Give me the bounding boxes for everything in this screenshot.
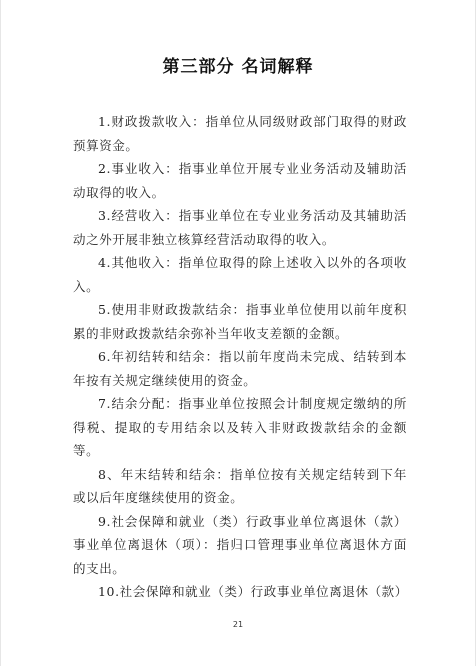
paragraph-10: 10.社会保障和就业（类）行政事业单位离退休（款） <box>98 584 408 599</box>
page-number: 21 <box>232 620 244 629</box>
paragraph-4: 4.其他收入：指单位取得的除上述收入以外的各项收入。 <box>73 255 407 294</box>
paragraph-7: 7.结余分配：指事业单位按照会计制度规定缴纳的所得税、提取的专用结余以及转入非财政拨款结余的金额等。 <box>73 396 407 458</box>
document-body <box>73 110 407 604</box>
paragraph-3: 3.经营收入：指事业单位在专业业务活动及其辅助活动之外开展非独立核算经营活动取得的收入。 <box>73 208 407 247</box>
page-title: 第三部分 名词解释 <box>162 57 314 77</box>
paragraph-6: 6.年初结转和结余：指以前年度尚未完成、结转到本年按有关规定继续使用的资金。 <box>73 349 407 388</box>
paragraph-1: 1.财政拨款收入：指单位从同级财政部门取得的财政预算资金。 <box>73 114 407 153</box>
paragraph-9: 9.社会保障和就业（类）行政事业单位离退休（款）事业单位离退休（项）：指归口管理事业单位离退休方面的支出。 <box>73 513 407 576</box>
paragraph-5: 5.使用非财政拨款结余：指事业单位使用以前年度积累的非财政拨款结余弥补当年收支差额的金额。 <box>73 302 407 341</box>
paragraph-2: 2.事业收入：指事业单位开展专业业务活动及辅助活动取得的收入。 <box>73 161 407 200</box>
paragraph-8: 8、年末结转和结余：指单位按有关规定结转到下年或以后年度继续使用的资金。 <box>73 466 407 505</box>
